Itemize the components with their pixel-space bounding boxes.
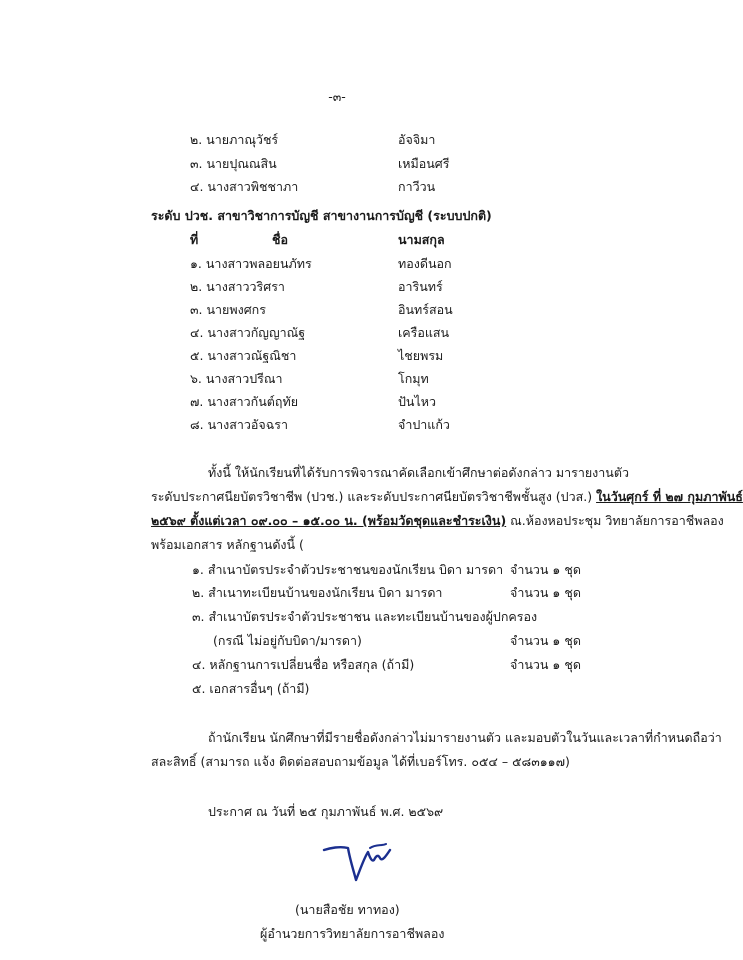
list-item-name: ๓. นายปุณณสิน <box>190 156 277 171</box>
list-item-surname: ทองดีนอก <box>398 256 452 271</box>
document-qty: จำนวน ๑ ชุด <box>510 562 581 577</box>
document-item-note: (กรณี ไม่อยู่กับบิดา/มารดา) <box>213 633 362 648</box>
time-emphasis: ๒๕๖๙ ตั้งแต่เวลา ๐๙.๐๐ – ๑๕.๐๐ น. (พร้อมวัดชุดและชำระเงิน) <box>151 513 507 528</box>
header-surname: นามสกุล <box>398 232 445 247</box>
list-item-name: ๖. นางสาวปรีณา <box>190 371 283 386</box>
list-item-surname: เหมือนศรี <box>398 156 450 171</box>
list-item-surname: กาวีวน <box>398 179 436 194</box>
header-no: ที่ <box>190 232 199 247</box>
list-item-name: ๓. นายพงศกร <box>190 302 266 317</box>
document-qty: จำนวน ๑ ชุด <box>510 633 581 648</box>
document-item: ๑. สำเนาบัตรประจำตัวประชาชนของนักเรียน บิดา มารดา <box>192 562 504 577</box>
paragraph-line: ถ้านักเรียน นักศึกษาที่มีรายชื่อดังกล่าวไม่มารายงานตัว และมอบตัวในวันและเวลาที่กำหนดถือว่า <box>208 730 722 745</box>
list-item-surname: ปันไหว <box>398 394 437 409</box>
list-item-surname: เครือแสน <box>398 325 450 340</box>
list-item-name: ๔. นางสาวพิชชาภา <box>190 179 299 194</box>
list-item-name: ๘. นางสาวอัจฉรา <box>190 417 289 432</box>
paragraph-line: สละสิทธิ์ (สามารถ แจ้ง ติดต่อสอบถามข้อมูล ได้ที่เบอร์โทร. ๐๕๔ – ๕๘๓๑๑๗) <box>151 754 570 769</box>
list-item-surname: อินทร์สอน <box>398 302 453 317</box>
list-item-surname: ไชยพรม <box>398 348 444 363</box>
paragraph-text: ณ.ห้องหอประชุม วิทยาลัยการอาชีพลอง <box>506 513 724 528</box>
signature-mark <box>320 840 394 890</box>
paragraph-line <box>151 489 743 505</box>
signer-name: (นายสือชัย ทาทอง) <box>295 902 400 917</box>
document-item: ๒. สำเนาทะเบียนบ้านของนักเรียน บิดา มารดา <box>192 585 443 600</box>
list-item-name: ๒. นายภาณุวัชร์ <box>190 132 279 147</box>
document-qty: จำนวน ๑ ชุด <box>510 657 581 672</box>
announcement-date: ประกาศ ณ วันที่ ๒๕ กุมภาพันธ์ พ.ศ. ๒๕๖๙ <box>208 804 444 819</box>
list-item-name: ๒. นางสาววริศรา <box>190 279 285 294</box>
list-item-name: ๑. นางสาวพลอยนภัทร <box>190 256 312 271</box>
list-item-name: ๔. นางสาวกัญญาณัฐ <box>190 325 306 340</box>
list-item-surname: อารินทร์ <box>398 279 443 294</box>
paragraph-line: ทั้งนี้ ให้นักเรียนที่ได้รับการพิจารณาคัดเลือกเข้าศึกษาต่อดังกล่าว มารายงานตัว <box>208 465 629 480</box>
list-item-surname: อัจจิมา <box>398 132 436 147</box>
signature <box>320 840 394 890</box>
paragraph-line <box>151 513 724 529</box>
document-qty: จำนวน ๑ ชุด <box>510 585 581 600</box>
section-title: ระดับ ปวช. สาขาวิชาการบัญชี สาขางานการบัญชี (ระบบปกติ) <box>151 208 492 223</box>
header-name: ชื่อ <box>272 232 288 247</box>
document-item: ๔. หลักฐานการเปลี่ยนชื่อ หรือสกุล (ถ้ามี) <box>192 657 415 672</box>
paragraph-line: พร้อมเอกสาร หลักฐานดังนี้ ( <box>151 537 304 552</box>
paragraph-text: ระดับประกาศนียบัตรวิชาชีพ (ปวช.) และระดับประกาศนียบัตรวิชาชีพชั้นสูง (ปวส.) <box>151 489 597 504</box>
document-item: ๓. สำเนาบัตรประจำตัวประชาชน และทะเบียนบ้านของผู้ปกครอง <box>192 609 538 624</box>
document-item: ๕. เอกสารอื่นๆ (ถ้ามี) <box>192 681 310 696</box>
signer-title: ผู้อำนวยการวิทยาลัยการอาชีพลอง <box>260 926 445 941</box>
date-emphasis: ในวันศุกร์ ที่ ๒๗ กุมภาพันธ์ <box>596 489 743 504</box>
page-number: -๓- <box>328 89 346 104</box>
list-item-surname: โกมุท <box>398 371 429 386</box>
list-item-surname: จำปาแก้ว <box>398 417 450 432</box>
list-item-name: ๗. นางสาวกันต์ฤทัย <box>190 394 299 409</box>
list-item-name: ๕. นางสาวณัฐณิชา <box>190 348 297 363</box>
